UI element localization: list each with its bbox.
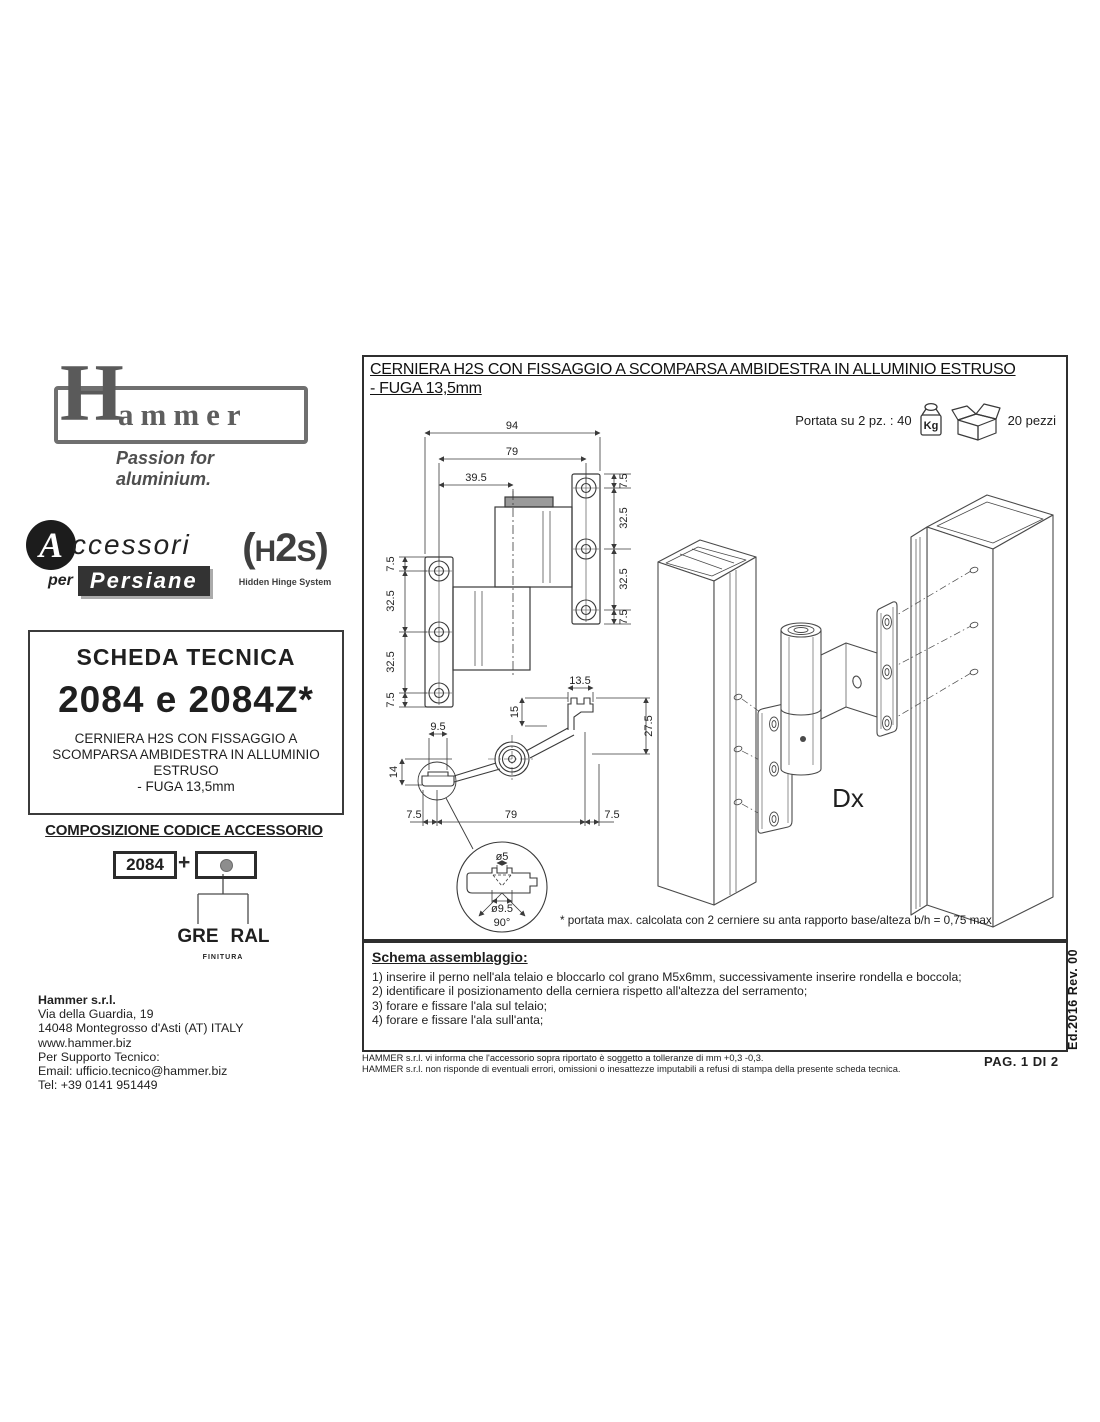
- accessori-text: ccessori: [72, 529, 191, 560]
- website-link: www.hammer.biz: [38, 1035, 132, 1050]
- section-view-drawing: [372, 664, 672, 936]
- phone-line: Tel: +39 0141 951449: [38, 1078, 158, 1093]
- box-icon: [950, 398, 1002, 442]
- assembly-step: 4) forare e fissare l'ala sull'anta;: [372, 1013, 544, 1028]
- dim-clip-height: 15: [509, 705, 521, 719]
- code-box-finish: [195, 851, 257, 879]
- h2s-logo: [230, 528, 340, 587]
- assembly-step: 3) forare e fissare l'ala sul telaio;: [372, 998, 548, 1013]
- hammer-logo: [44, 347, 294, 489]
- assembly-heading: Schema assemblaggio:: [372, 949, 528, 965]
- dim-right-gap1: 32.5: [618, 507, 630, 529]
- finish-option-gre: GRE: [177, 926, 219, 947]
- finish-option-ral: RAL: [230, 926, 270, 947]
- dim-right-height: 27.5: [643, 715, 655, 737]
- dim-detail-angle: 90°: [493, 917, 511, 929]
- h2s-logo-text: (H2S): [242, 526, 328, 570]
- title-line2: - FUGA 13,5mm: [370, 380, 482, 397]
- per-label: per: [48, 572, 73, 589]
- document-title: [364, 357, 1066, 398]
- scheda-tecnica-box: [28, 630, 344, 815]
- page-number: PAG. 1 DI 2: [984, 1054, 1059, 1069]
- disclaimer-text: [362, 1053, 922, 1075]
- address-line: 14048 Montegrosso d'Asti (AT) ITALY: [38, 1021, 244, 1036]
- disclaimer-line: HAMMER s.r.l. non risponde di eventuali errori, omissioni o inesattezze imputabili a refusi di stampa della presente scheda tecnica.: [362, 1064, 901, 1074]
- pieces-label: 20 pezzi: [1007, 412, 1056, 428]
- company-name: Hammer s.r.l.: [38, 993, 116, 1007]
- dim-total-width: 94: [505, 420, 519, 432]
- dim-left-edge-top: 7.5: [385, 556, 397, 572]
- dim-bottom-right: 7.5: [604, 809, 620, 821]
- dim-clip-width: 13.5: [569, 675, 591, 687]
- dim-foot-height: 14: [388, 765, 400, 779]
- disclaimer-line: HAMMER s.r.l. vi informa che l'accessorio sopra riportato è soggetto a tolleranze di mm +0,3 -0,3.: [362, 1053, 764, 1063]
- persiane-label: Persiane: [78, 566, 210, 596]
- dim-left-gap1: 32.5: [385, 590, 397, 612]
- capacity-label: Portata su 2 pz. : 40: [795, 412, 912, 428]
- dim-bottom-center: 79: [504, 809, 518, 821]
- isometric-assembly-drawing: [650, 457, 1060, 932]
- finitura-caption: FINITURA: [202, 954, 244, 961]
- hammer-tagline: Passion for aluminium.: [116, 448, 215, 489]
- code-box-2084: 2084: [113, 851, 177, 879]
- capacity-info: [795, 397, 1056, 443]
- hammer-logo-initial: H: [60, 347, 124, 438]
- dim-left-gap2: 32.5: [385, 651, 397, 673]
- dim-hole-span: 79: [505, 446, 519, 458]
- dim-detail-slot-dia: ø5: [495, 851, 509, 863]
- assembly-instructions-box: [362, 941, 1068, 1052]
- email-line: Email: ufficio.tecnico@hammer.biz: [38, 1064, 228, 1079]
- orientation-label: Dx: [832, 783, 864, 813]
- dim-foot-slot: 9.5: [430, 721, 446, 733]
- accessori-a-icon: A: [26, 520, 76, 570]
- contact-block: [38, 993, 244, 1092]
- assembly-step: 1) inserire il perno nell'ala telaio e bloccarlo col grano M5x6mm, successivamente inserire rondella e boccola;: [372, 970, 962, 984]
- dim-right-edge-top: 7.5: [618, 473, 630, 489]
- accessori-persiane-logo: [26, 520, 226, 610]
- code-composition-diagram: [28, 846, 340, 991]
- dim-pivot-offset: 39.5: [465, 472, 487, 484]
- dim-left-edge-bottom: 7.5: [385, 692, 397, 708]
- assembly-step: 2) identificare il posizionamento della cerniera rispetto all'altezza del serramento;: [372, 984, 808, 999]
- composizione-heading: COMPOSIZIONE CODICE ACCESSORIO: [45, 822, 323, 839]
- h2s-caption: Hidden Hinge System: [238, 577, 332, 587]
- dim-detail-cavity-dia: ø9.5: [490, 903, 514, 915]
- finish-dot-icon: [220, 859, 233, 872]
- hammer-logo-text: ammer: [118, 397, 248, 432]
- main-drawing-panel: [362, 355, 1068, 941]
- dim-bottom-left: 7.5: [406, 809, 422, 821]
- dim-right-gap2: 32.5: [618, 568, 630, 590]
- product-description: CERNIERA H2S CON FISSAGGIO A SCOMPARSA AMBIDESTRA IN ALLUMINIO ESTRUSO - FUGA 13,5mm: [52, 731, 320, 794]
- product-code: 2084 e 2084Z*: [58, 679, 314, 720]
- support-label: Per Supporto Tecnico:: [38, 1049, 160, 1064]
- address-line: Via della Guardia, 19: [38, 1007, 154, 1022]
- dim-right-edge-bottom: 7.5: [618, 609, 630, 625]
- plus-sign: +: [178, 851, 191, 874]
- title-line1: CERNIERA H2S CON FISSAGGIO A SCOMPARSA AMBIDESTRA IN ALLUMINIO ESTRUSO: [370, 361, 1016, 378]
- capacity-footnote: * portata max. calcolata con 2 cerniere su anta rapporto base/alteza b/h = 0,75 max: [560, 914, 992, 927]
- assembly-steps: [364, 968, 1066, 1030]
- scheda-title: SCHEDA TECNICA: [76, 644, 296, 670]
- edition-revision-label: Ed.2016 Rev. 00: [1066, 948, 1080, 1050]
- weight-unit-label: Kg: [923, 420, 938, 432]
- weight-icon: [918, 401, 944, 439]
